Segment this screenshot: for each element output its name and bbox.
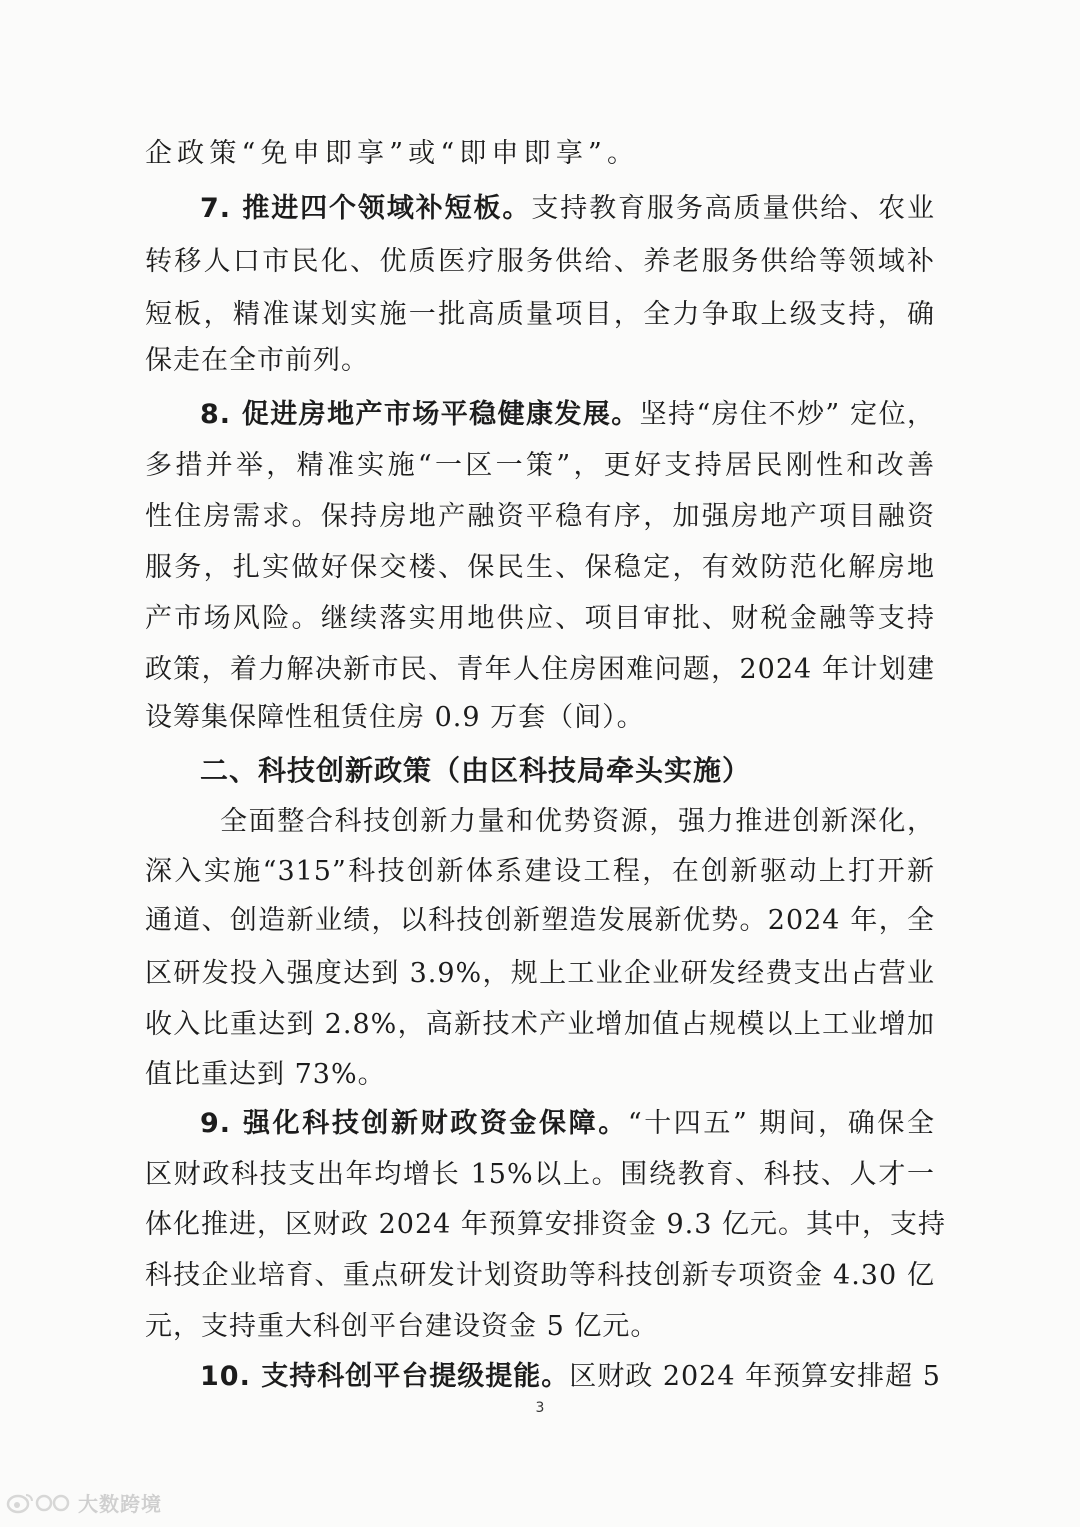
paragraph-10-text: 区财政 2024 年预算安排超 5 xyxy=(569,1361,941,1392)
text-line: 全面整合科技创新力量和优势资源，强力推进创新深化， xyxy=(220,806,935,837)
text-line: 短板，精准谋划实施一批高质量项目，全力争取上级支持，确 xyxy=(145,299,935,330)
text-line: 区财政科技支出年均增长 15%以上。围绕教育、科技、人才一 xyxy=(145,1159,935,1190)
text-line: 多措并举，精准实施“一区一策”，更好支持居民刚性和改善 xyxy=(145,450,935,481)
text-line: 服务，扎实做好保交楼、保民生、保稳定，有效防范化解房地 xyxy=(145,552,935,583)
paragraph-9-heading: 9. 强化科技创新财政资金保障。 xyxy=(200,1108,628,1139)
text-line: 科技企业培育、重点研发计划资助等科技创新专项资金 4.30 亿 xyxy=(145,1260,935,1291)
section-heading: 二、科技创新政策（由区科技局牵头实施） xyxy=(200,754,752,787)
weibo-logo-icon xyxy=(6,1490,72,1516)
text-line: 设筹集保障性租赁住房 0.9 万套（间）。 xyxy=(145,702,645,733)
text-line: 深入实施“315”科技创新体系建设工程，在创新驱动上打开新 xyxy=(145,856,935,887)
paragraph-8-text: 坚持“房住不炒” 定位， xyxy=(639,399,935,430)
text-line: 转移人口市民化、优质医疗服务供给、养老服务供给等领域补 xyxy=(145,246,935,277)
watermark-text: 大数跨境 xyxy=(78,1492,162,1516)
paragraph-9-first-line xyxy=(200,1105,935,1143)
text-line: 体化推进，区财政 2024 年预算安排资金 9.3 亿元。其中，支持 xyxy=(145,1209,946,1240)
page-number: 3 xyxy=(535,1400,545,1416)
text-line: 产市场风险。继续落实用地供应、项目审批、财税金融等支持 xyxy=(145,603,935,634)
paragraph-10-heading: 10. 支持科创平台提级提能。 xyxy=(200,1361,570,1392)
paragraph-7-heading: 7. 推进四个领域补短板。 xyxy=(200,193,532,224)
paragraph-9-text: “十四五” 期间，确保全 xyxy=(627,1108,935,1139)
paragraph-7-first-line xyxy=(200,190,935,228)
text-line: 保走在全市前列。 xyxy=(145,345,369,376)
text-line: 企政策“免申即享”或“即申即享”。 xyxy=(145,138,635,169)
paragraph-10-first-line xyxy=(200,1358,941,1396)
text-line: 政策，着力解决新市民、青年人住房困难问题，2024 年计划建 xyxy=(145,654,935,685)
paragraph-8-first-line xyxy=(200,396,935,434)
text-line: 性住房需求。保持房地产融资平稳有序，加强房地产项目融资 xyxy=(145,501,935,532)
watermark xyxy=(6,1488,162,1517)
text-line: 区研发投入强度达到 3.9%，规上工业企业研发经费支出占营业 xyxy=(145,958,935,989)
text-line: 值比重达到 73%。 xyxy=(145,1059,386,1090)
text-line: 元，支持重大科创平台建设资金 5 亿元。 xyxy=(145,1311,659,1342)
paragraph-8-heading: 8. 促进房地产市场平稳健康发展。 xyxy=(200,399,640,430)
text-line: 收入比重达到 2.8%，高新技术产业增加值占规模以上工业增加 xyxy=(145,1009,935,1040)
text-line: 通道、创造新业绩，以科技创新塑造发展新优势。2024 年，全 xyxy=(145,905,935,936)
paragraph-7-text: 支持教育服务高质量供给、农业 xyxy=(531,193,935,224)
